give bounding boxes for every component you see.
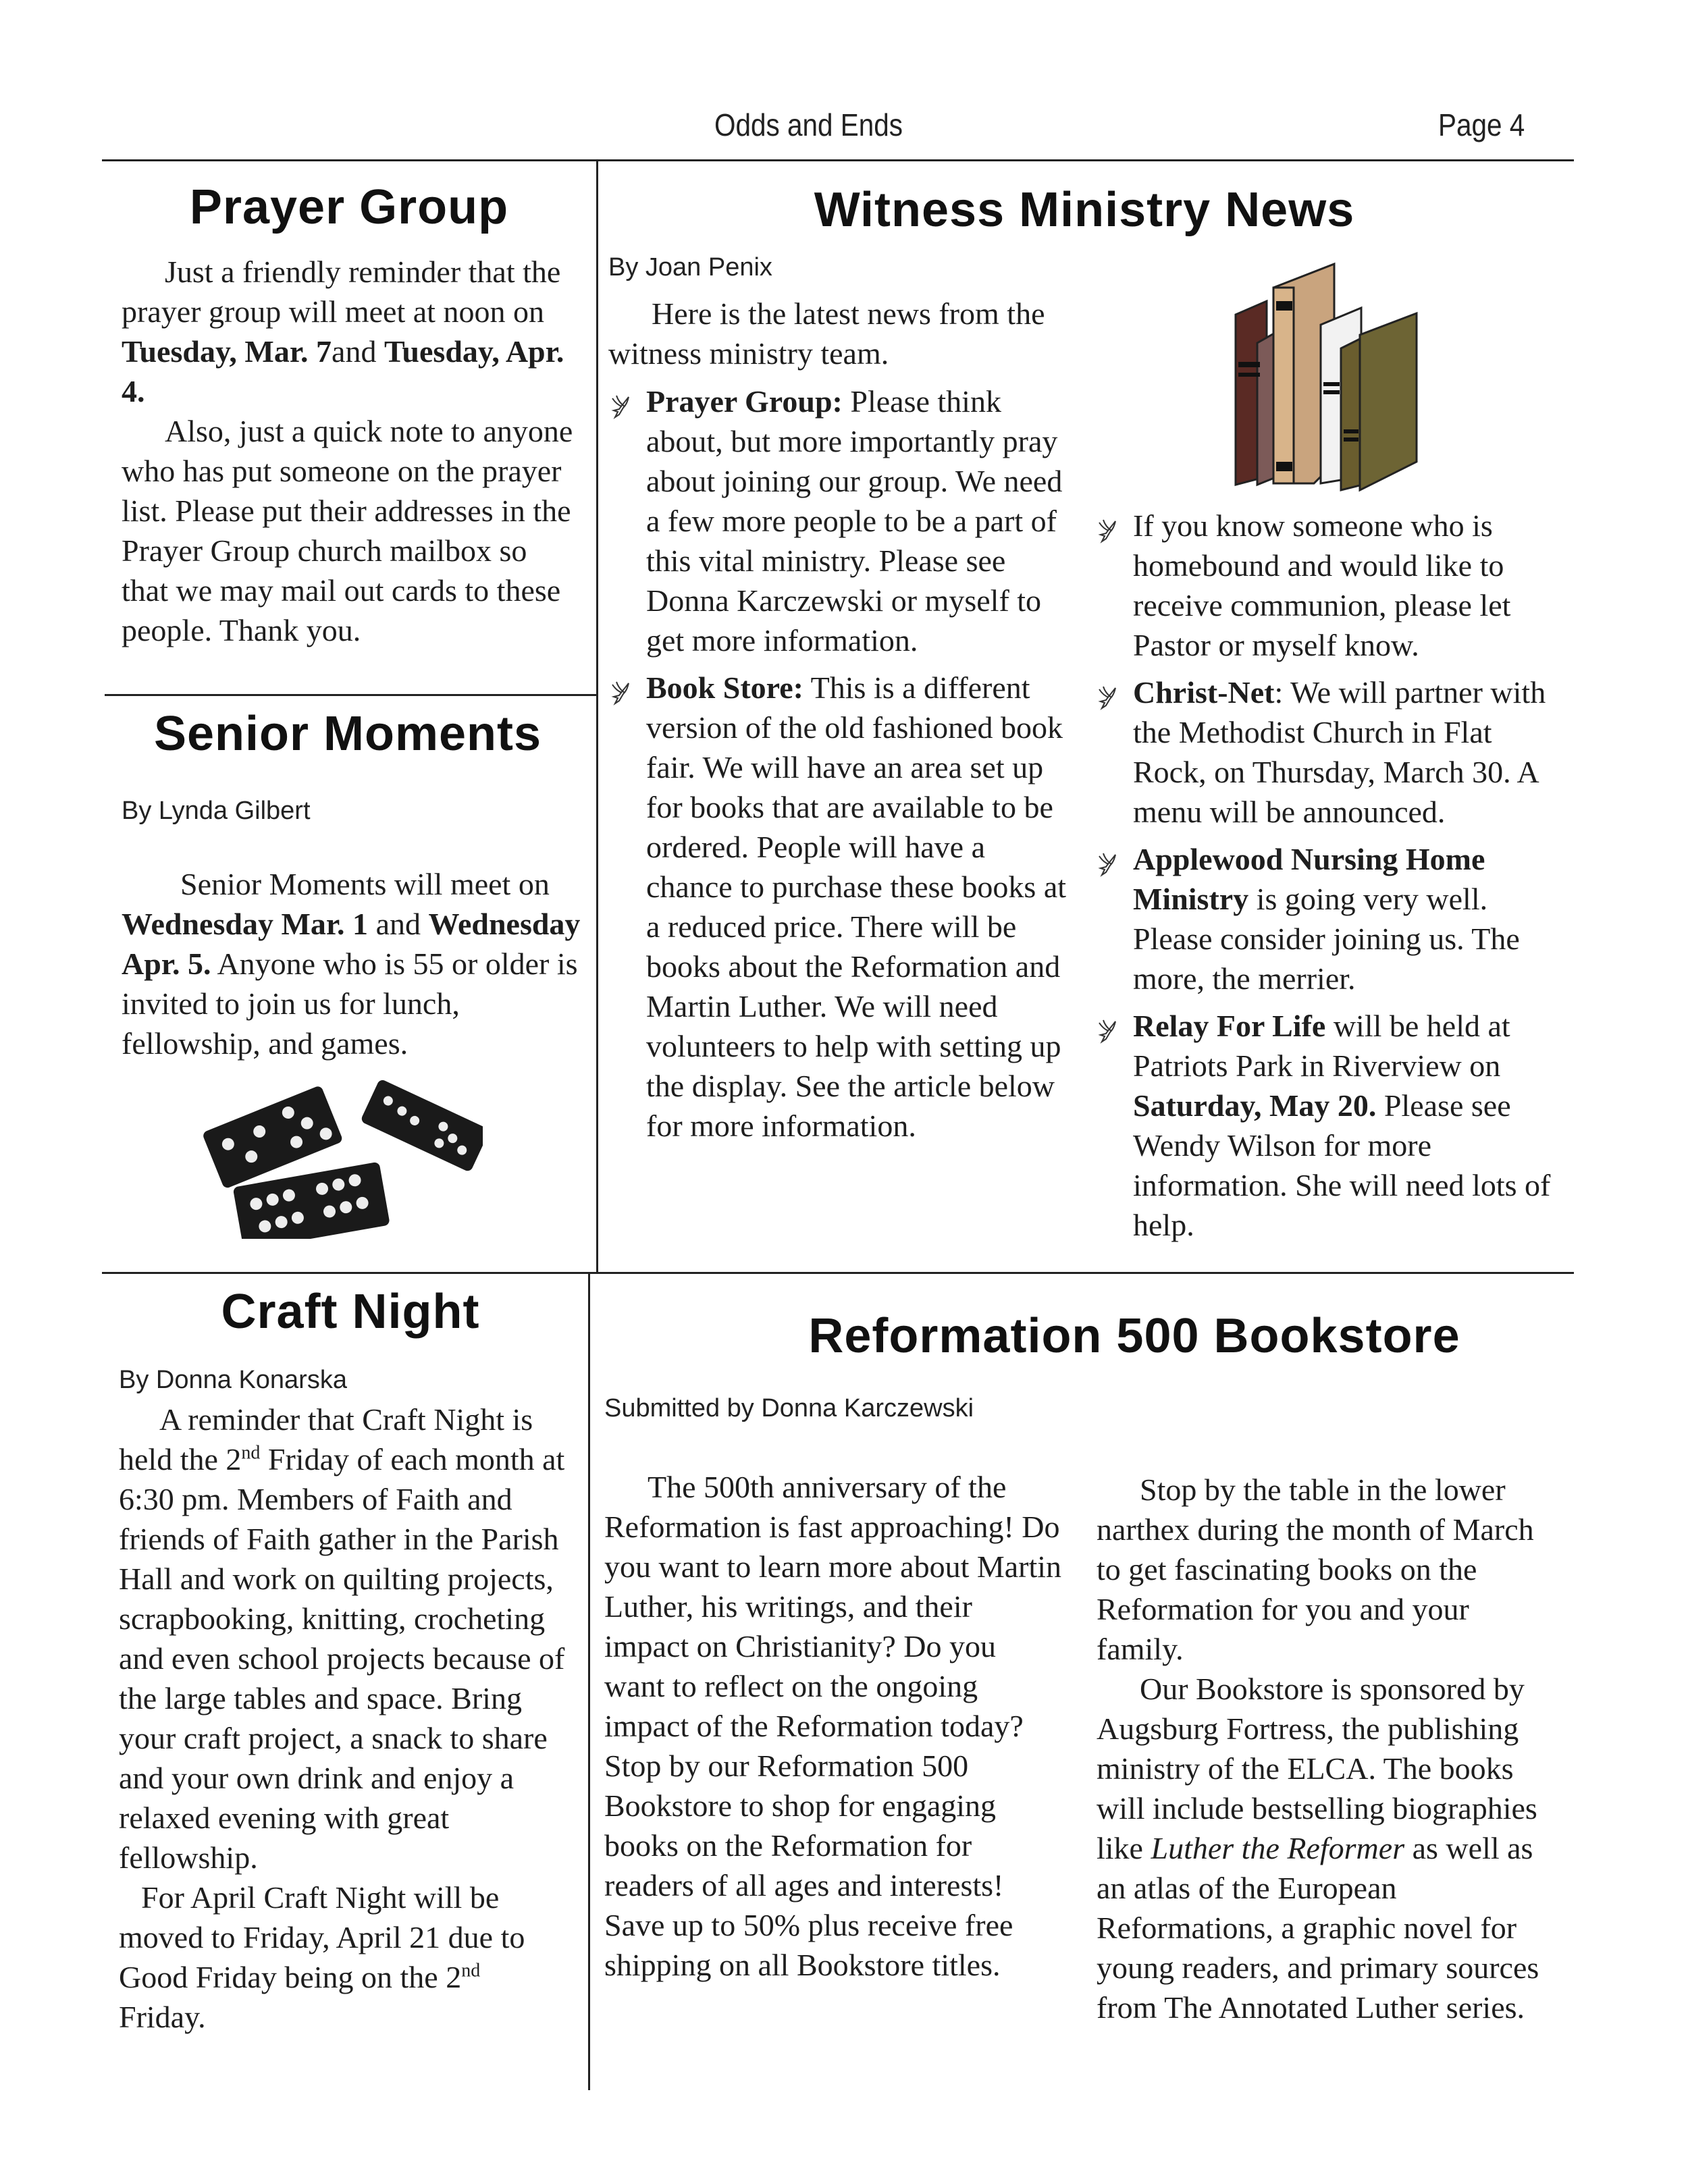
craft-night-byline: By Donna Konarska xyxy=(119,1366,347,1394)
paragraph xyxy=(122,252,581,411)
prayer-group-title: Prayer Group xyxy=(189,180,509,234)
text-run: nd xyxy=(461,1960,481,1981)
text-run: A reminder that Craft Night is held the 2 xyxy=(119,1402,533,1476)
text-run: The 500th anniversary of the Reformation is fast approaching! Do you want to learn more about Martin Luther, his writings, and their impact on Christianity? Do you want to reflect on the ongoing impact of the Reformation today? Stop by our Reformation 500 Bookstore to shop for engaging books on the Reformation for readers of all ages and interests! Save up to 50% plus receive free shipping on all Bookstore titles. xyxy=(604,1470,1062,1982)
paragraph xyxy=(122,864,581,1063)
paragraph xyxy=(604,1467,1063,1985)
upper-column-divider xyxy=(596,161,598,1273)
text-run: Relay For Life xyxy=(1133,1009,1326,1043)
witness-intro xyxy=(608,294,1067,373)
text-run: For April Craft Night will be moved to Friday, April 21 due to Good Friday being on the 2 xyxy=(119,1880,525,1994)
reformation-byline: Submitted by Donna Karczewski xyxy=(604,1394,974,1422)
text-run: as well as an atlas of the European Reformations, a graphic novel for young readers, and primary sources from The Annotated Luther series. xyxy=(1097,1831,1539,2025)
text-run: Please think about, but more importantly pray about joining our group. We need a few more people to be a part of this vital ministry. Please see Donna Karczewski or myself to get more information. xyxy=(646,384,1063,658)
paragraph xyxy=(608,668,1067,1146)
paragraph xyxy=(608,381,1067,660)
text-run: Here is the latest news from the witness ministry team. xyxy=(608,296,1045,371)
text-run: Also, just a quick note to anyone who has put someone on the prayer list. Please put their addresses in the Prayer Group church mailbox so that we may mail out cards to these people. Thank you. xyxy=(122,414,573,647)
text-run: Book Store: xyxy=(646,670,803,705)
paragraph xyxy=(122,411,581,650)
senior-moments-byline: By Lynda Gilbert xyxy=(122,797,311,825)
paragraph xyxy=(1095,1006,1561,1245)
text-run: Applewood Nursing Home Ministry xyxy=(1133,842,1485,916)
text-run: Saturday, May 20. xyxy=(1133,1088,1377,1123)
witness-byline: By Joan Penix xyxy=(608,253,772,282)
senior-moments-body xyxy=(122,864,581,1063)
reformation-column-1 xyxy=(604,1467,1063,1985)
paragraph xyxy=(119,1400,571,1877)
paragraph xyxy=(1097,1470,1556,1669)
books-illustration xyxy=(1233,261,1435,494)
text-run: Luther the Reformer xyxy=(1151,1831,1405,1865)
witness-column-1 xyxy=(608,381,1067,1146)
dove-bullet-icon xyxy=(608,676,635,703)
text-run: Prayer Group: xyxy=(646,384,843,419)
text-run: Stop by the table in the lower narthex during the month of March to get fascinating books on the Reformation for you and your family. xyxy=(1097,1472,1534,1666)
lower-column-divider xyxy=(588,1273,590,2090)
paragraph xyxy=(1095,839,1561,998)
dove-bullet-icon xyxy=(1095,514,1122,541)
text-run: Tuesday, Mar. 7 xyxy=(122,334,332,369)
section-title: Odds and Ends xyxy=(714,107,903,142)
prayer-group-divider xyxy=(105,694,597,696)
text-run: Anyone who is 55 or older is invited to join us for lunch, fellowship, and games. xyxy=(122,947,578,1061)
text-run: will be held at Patriots Park in Riverview on xyxy=(1133,1009,1510,1083)
top-rule xyxy=(102,159,1574,161)
witness-column-2 xyxy=(1095,506,1561,1245)
reformation-column-2 xyxy=(1097,1470,1556,2027)
text-run: Please see Wendy Wilson for more information. She will need lots of help. xyxy=(1133,1088,1551,1242)
text-run: is going very well. Please consider joining us. The more, the merrier. xyxy=(1133,882,1520,996)
text-run: Christ-Net xyxy=(1133,675,1275,710)
page-number: Page 4 xyxy=(1438,107,1525,142)
text-run: Wednesday Apr. 5. xyxy=(122,907,581,981)
dominoes-illustration xyxy=(199,1080,483,1239)
witness-ministry-title: Witness Ministry News xyxy=(814,183,1355,237)
text-run: Our Bookstore is sponsored by Augsburg Fortress, the publishing ministry of the ELCA. The books will include bestselling biographies like xyxy=(1097,1672,1537,1865)
dove-bullet-icon xyxy=(1095,1014,1122,1041)
text-run: and xyxy=(332,334,384,369)
paragraph xyxy=(1097,1669,1556,2027)
paragraph xyxy=(1095,672,1561,832)
craft-night-title: Craft Night xyxy=(221,1285,480,1339)
text-run: Just a friendly reminder that the prayer group will meet at noon on xyxy=(122,255,561,329)
prayer-group-body xyxy=(122,252,581,650)
dove-bullet-icon xyxy=(1095,681,1122,708)
paragraph xyxy=(1095,506,1561,665)
text-run: Friday of each month at 6:30 pm. Members of Faith and friends of Faith gather in the Parish Hall and work on quilting projects, scrapbooking, knitting, crocheting and even school projects because of the large tables and space. Bring your craft project, a snack to share and your own drink and enjoy a relaxed evening with great fellowship. xyxy=(119,1442,565,1875)
text-run: Friday. xyxy=(119,2000,206,2034)
dove-bullet-icon xyxy=(1095,847,1122,874)
text-run: : We will partner with the Methodist Church in Flat Rock, on Thursday, March 30. A menu will be announced. xyxy=(1133,675,1546,829)
reformation-title: Reformation 500 Bookstore xyxy=(808,1309,1460,1363)
paragraph xyxy=(608,294,1067,373)
dove-bullet-icon xyxy=(608,390,635,417)
senior-moments-title: Senior Moments xyxy=(153,707,542,761)
paragraph xyxy=(119,1877,571,2037)
text-run: If you know someone who is homebound and would like to receive communion, please let Pastor or myself know. xyxy=(1133,508,1511,662)
middle-rule xyxy=(102,1272,1574,1274)
text-run: Wednesday Mar. 1 xyxy=(122,907,369,941)
text-run: Senior Moments will meet on xyxy=(180,867,550,901)
craft-night-body xyxy=(119,1400,571,2037)
text-run: nd xyxy=(241,1442,261,1464)
text-run: This is a different version of the old fashioned book fair. We will have an area set up for books that are available to be ordered. People will have a chance to purchase these books at a reduced price. There will be books about the Reformation and Martin Luther. We will need volunteers to help with setting up the display. See the article below for more information. xyxy=(646,670,1067,1143)
text-run: and xyxy=(368,907,429,941)
text-run: Tuesday, Apr. 4. xyxy=(122,334,564,408)
